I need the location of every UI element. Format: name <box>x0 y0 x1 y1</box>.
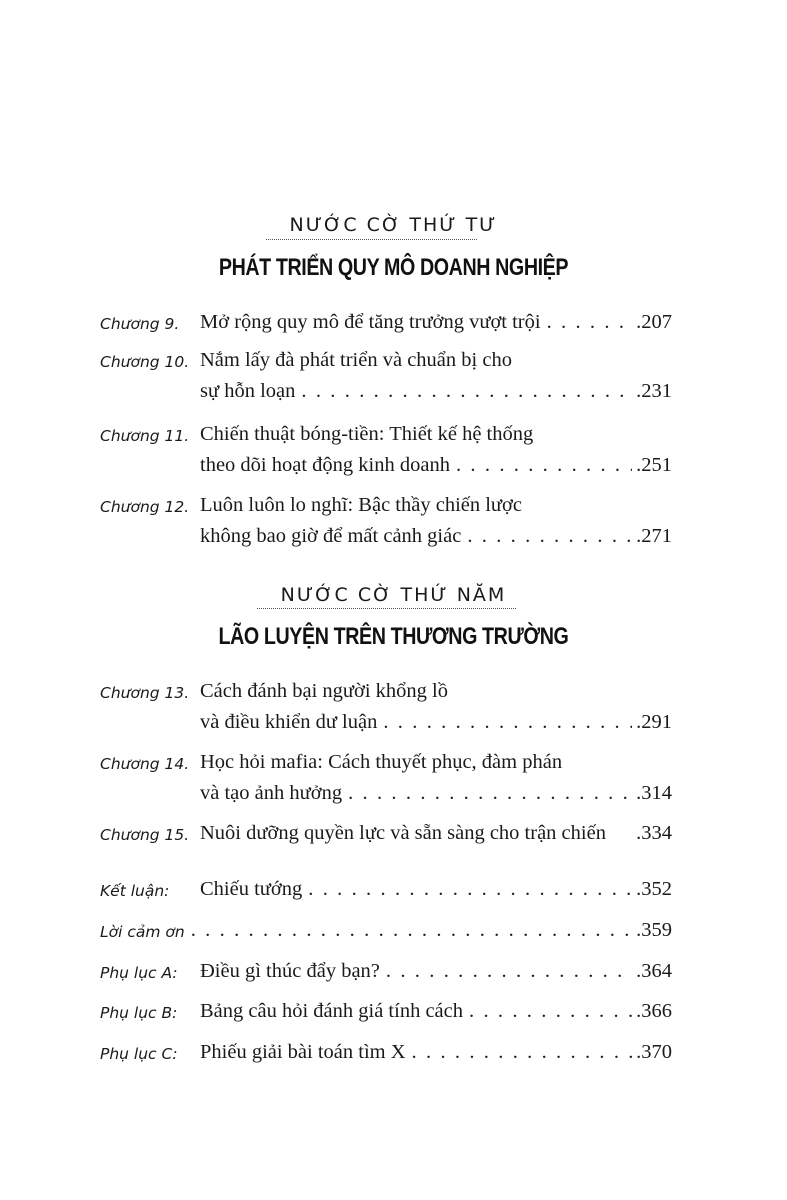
entry-leader <box>200 779 632 807</box>
section-label: Phụ lục C: <box>100 1045 178 1063</box>
part-4-title: PHÁT TRIỂN QUY MÔ DOANH NGHIỆP <box>218 254 569 281</box>
toc-entry-chapter-12-cont[interactable] <box>100 522 672 550</box>
chapter-title-line-2: theo dõi hoạt động kinh doanh <box>200 454 450 476</box>
chapter-title-line-2: không bao giờ để mất cảnh giác <box>200 525 462 547</box>
entry-leader <box>200 308 632 336</box>
page-number: .291 <box>636 711 672 733</box>
chapter-title-line-2: và tạo ảnh hưởng <box>200 782 343 804</box>
entry-leader <box>200 957 632 985</box>
page-number: .334 <box>636 822 672 844</box>
chapter-label: Chương 15. <box>100 826 190 844</box>
chapter-title: Mở rộng quy mô để tăng trưởng vượt trội <box>200 311 541 333</box>
toc-entry-chapter-13-cont[interactable] <box>100 708 672 736</box>
toc-entry-chapter-13[interactable] <box>100 677 672 705</box>
page-number: .366 <box>636 1000 672 1022</box>
entry-leader <box>200 522 632 550</box>
chapter-label: Chương 13. <box>100 684 190 702</box>
page-number: .359 <box>636 919 672 941</box>
chapter-title-line-2: và điều khiển dư luận <box>200 711 378 733</box>
page-number: .364 <box>636 960 672 982</box>
chapter-title-line-1: Nắm lấy đà phát triển và chuẩn bị cho <box>200 349 512 371</box>
chapter-title-line-1: Cách đánh bại người khổng lồ <box>200 680 448 702</box>
entry-leader <box>200 451 632 479</box>
toc-entry-chapter-11[interactable] <box>100 420 672 448</box>
page-number: .271 <box>636 525 672 547</box>
entry-leader <box>200 377 632 405</box>
chapter-label: Chương 14. <box>100 755 190 773</box>
section-title: Chiếu tướng <box>200 878 303 900</box>
chapter-title-line-1: Chiến thuật bóng-tiền: Thiết kế hệ thống <box>200 423 534 445</box>
page-number: .207 <box>636 311 672 333</box>
section-label: Phụ lục A: <box>100 964 178 982</box>
section-title: Phiếu giải bài toán tìm X <box>200 1041 406 1063</box>
section-title: Bảng câu hỏi đánh giá tính cách <box>200 1000 463 1022</box>
section-title: Điều gì thúc đẩy bạn? <box>200 960 380 982</box>
chapter-title-line-1: Luôn luôn lo nghĩ: Bậc thầy chiến lược <box>200 494 522 516</box>
toc-entry-appendix-a[interactable] <box>100 957 672 985</box>
toc-entry-chapter-12[interactable] <box>100 491 672 519</box>
part-5-label: NƯỚC CỜ THỨ NĂM <box>280 584 507 606</box>
toc-entry-chapter-11-cont[interactable] <box>100 451 672 479</box>
entry-leader <box>200 708 632 736</box>
entry-leader <box>200 875 632 903</box>
toc-entry-chapter-10[interactable] <box>100 346 672 374</box>
entry-leader <box>200 997 632 1025</box>
toc-entry-appendix-b[interactable] <box>100 997 672 1025</box>
section-label: Lời cảm ơn <box>100 923 185 941</box>
part-5-divider <box>257 608 516 609</box>
chapter-label: Chương 11. <box>100 427 190 445</box>
chapter-label: Chương 10. <box>100 353 190 371</box>
toc-entry-appendix-c[interactable] <box>100 1038 672 1066</box>
chapter-title: Nuôi dưỡng quyền lực và sẵn sàng cho trận chiến <box>200 822 606 844</box>
section-label: Phụ lục B: <box>100 1004 178 1022</box>
toc-entry-acknowledgements[interactable] <box>100 916 672 944</box>
part-5-title: LÃO LUYỆN TRÊN THƯƠNG TRƯỜNG <box>218 623 569 650</box>
entry-leader <box>200 1038 632 1066</box>
page-number: .314 <box>636 782 672 804</box>
toc-entry-chapter-10-cont[interactable] <box>100 377 672 405</box>
part-4-label: NƯỚC CỜ THỨ TƯ <box>289 214 498 236</box>
toc-entry-chapter-9[interactable] <box>100 308 672 336</box>
chapter-label: Chương 12. <box>100 498 190 516</box>
toc-entry-chapter-14[interactable] <box>100 748 672 776</box>
toc-entry-chapter-14-cont[interactable] <box>100 779 672 807</box>
part-4-divider <box>266 239 477 240</box>
section-label: Kết luận: <box>100 882 170 900</box>
chapter-label: Chương 9. <box>100 315 180 333</box>
toc-entry-chapter-15[interactable] <box>100 819 672 847</box>
page-number: .231 <box>636 380 672 402</box>
chapter-title-line-2: sự hỗn loạn <box>200 380 296 402</box>
chapter-title-line-1: Học hỏi mafia: Cách thuyết phục, đàm phán <box>200 751 563 773</box>
page-number: .352 <box>636 878 672 900</box>
page-number: .251 <box>636 454 672 476</box>
entry-leader <box>100 916 632 946</box>
toc-entry-conclusion[interactable] <box>100 875 672 903</box>
page-number: .370 <box>636 1041 672 1063</box>
